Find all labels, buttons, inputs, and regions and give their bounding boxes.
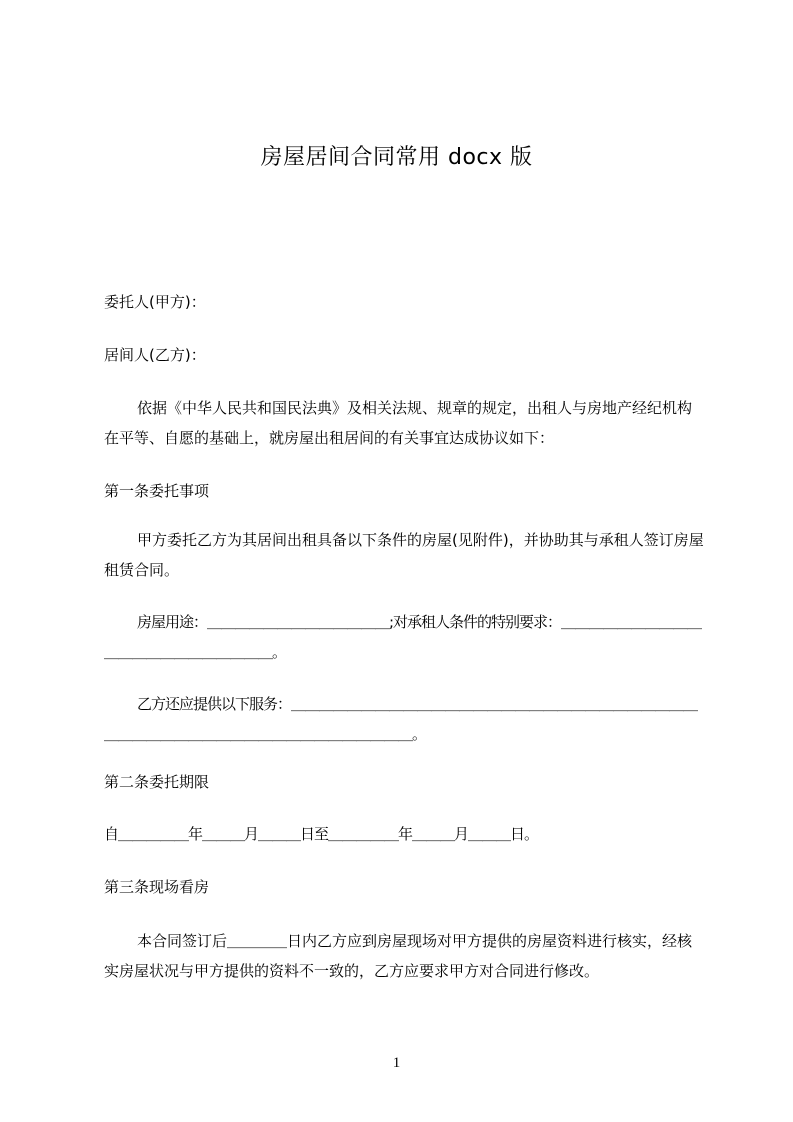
house-use-paragraph: 房屋用途：＿＿＿＿＿＿＿＿＿＿＿＿＿;对承租人条件的特别要求：＿＿＿＿＿＿＿＿＿＿＿＿＿＿＿＿＿＿＿＿＿＿。 [104,613,702,661]
article-1-paragraph: 甲方委托乙方为其居间出租具备以下条件的房屋(见附件)，并协助其与承租人签订房屋租赁合同。 [104,531,704,579]
article-1-heading: 第一条委托事项 [104,482,210,500]
article-3-heading: 第三条现场看房 [104,878,210,896]
document-title: 房屋居间合同常用 docx 版 [260,145,533,170]
page-number: 1 [392,1055,401,1071]
agent-party-b-line: 居间人(乙方)： [104,346,206,364]
article-2-heading: 第二条委托期限 [104,773,210,791]
extra-services-paragraph: 乙方还应提供以下服务：＿＿＿＿＿＿＿＿＿＿＿＿＿＿＿＿＿＿＿＿＿＿＿＿＿＿＿＿＿＿＿＿＿＿＿＿＿＿＿＿＿＿＿＿＿＿＿＿＿＿＿。 [104,695,698,743]
entrust-period-line: 自＿＿＿＿＿年＿＿＿月＿＿＿日至＿＿＿＿＿年＿＿＿月＿＿＿日。 [104,825,539,843]
preamble-paragraph: 依据《中华人民共和国民法典》及相关法规、规章的规定，出租人与房地产经纪机构在平等、自愿的基础上，就房屋出租居间的有关事宜达成协议如下： [104,399,693,447]
client-party-a-line: 委托人(甲方)： [104,293,206,311]
article-3-paragraph: 本合同签订后＿＿＿＿日内乙方应到房屋现场对甲方提供的房屋资料进行核实，经核实房屋状况与甲方提供的资料不一致的，乙方应要求甲方对合同进行修改。 [104,932,693,980]
